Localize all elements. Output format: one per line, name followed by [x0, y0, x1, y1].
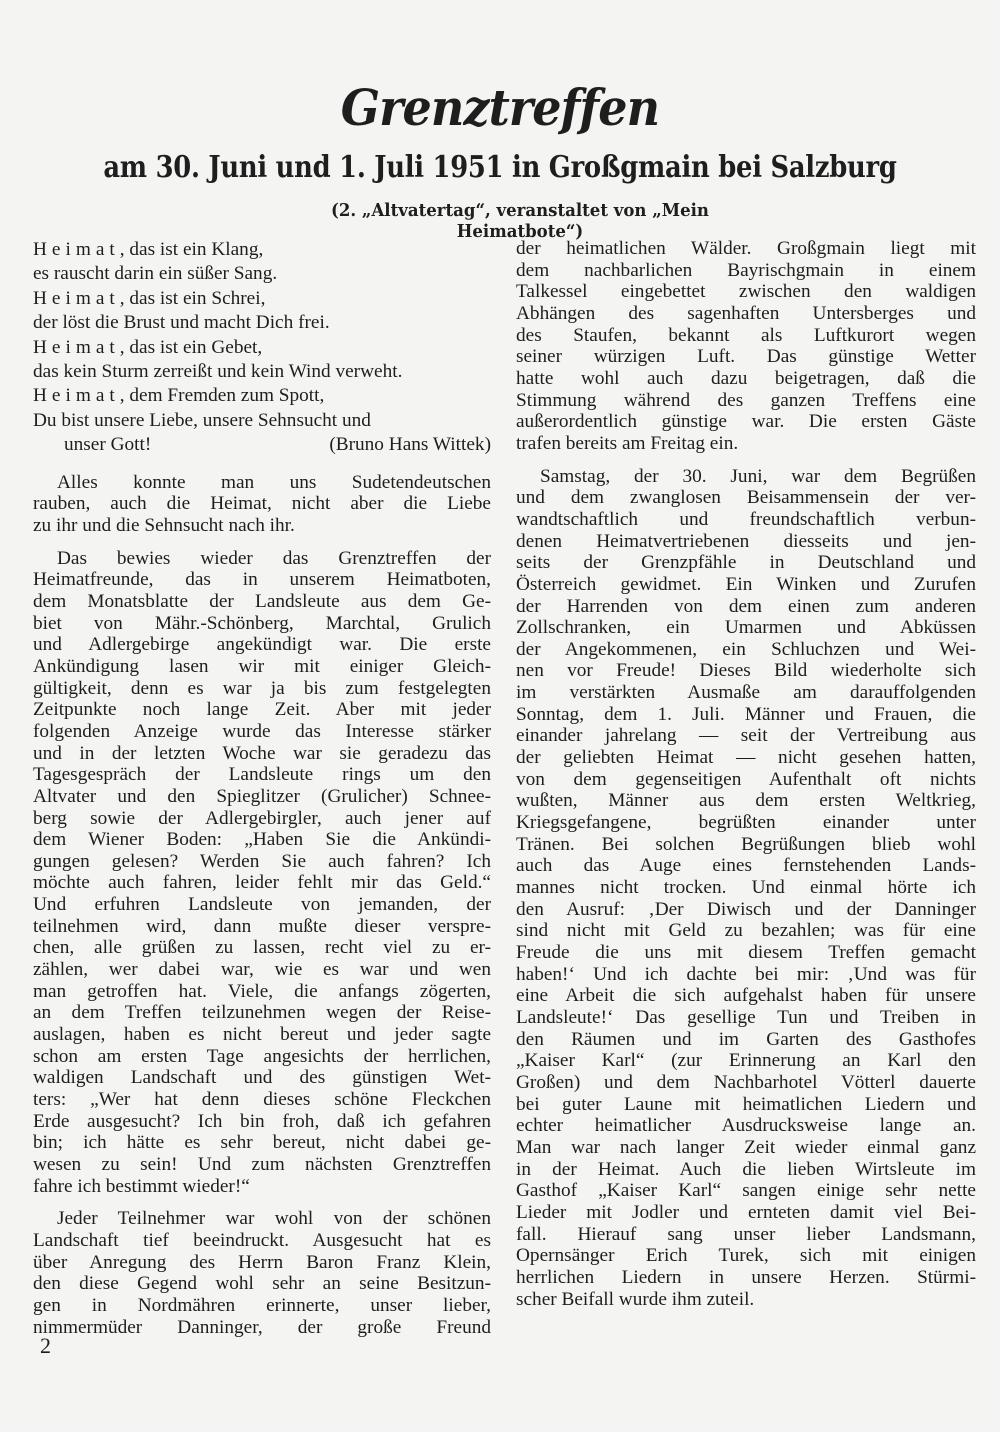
text-line: Alles konnte man uns Sudetendeutschen [57, 471, 491, 493]
text-line: dem Wiener Boden: „Haben Sie die Ankündi- [33, 829, 491, 851]
text-line: Großen) und dem Nachbarhotel Vötterl dauerte [516, 1071, 976, 1093]
text-line: von dem gegenseitigen Aufenthalt oft nichts [516, 768, 976, 790]
text-line: Sonntag, dem 1. Juli. Männer und Frauen, die [516, 703, 976, 725]
text-line: rauben, auch die Heimat, nicht aber die Liebe [33, 493, 491, 515]
text-line: Stimmung während des ganzen Treffens eine [516, 389, 976, 411]
text-line: Zollschranken, ein Umarmen und Abküssen [516, 617, 976, 639]
text-line: des Staufen, bekannt als Luftkurort wegen [516, 324, 976, 346]
text-line: herrlichen Liedern in unsere Herzen. Stürmi- [516, 1266, 976, 1288]
poem-line-text: unser Gott! [64, 434, 152, 456]
text-line: auch das Auge eines fernstehenden Lands- [516, 855, 976, 877]
text-line: Lieder mit Jodler und ernteten damit viel Bei- [516, 1201, 976, 1223]
text-line: bei guter Laune mit heimatlichen Liedern und [516, 1093, 976, 1115]
text-line: zählen, wer dabei war, wie es war und wen [33, 959, 491, 981]
text-line: gültigkeit, denn es war ja bis zum festgelegten [33, 677, 491, 699]
text-line: ters: „Wer hat denn dieses schöne Fleckchen [33, 1089, 491, 1111]
text-line: chen, alle grüßen zu lassen, recht viel zu er- [33, 937, 491, 959]
text-line: Landsleute!‘ Das gesellige Tun und Treiben in [516, 1006, 976, 1028]
poem [33, 238, 491, 458]
text-line: an dem Treffen teilzunehmen wegen der Reise- [33, 1002, 491, 1024]
text-line: in der Heimat. Auch die lieben Wirtsleute im [516, 1158, 976, 1180]
paragraph [516, 466, 976, 1311]
text-line: Jeder Teilnehmer war wohl von der schönen [57, 1208, 491, 1230]
poem-line-text: , das ist ein Klang, [119, 239, 264, 260]
text-line: teilnehmen wird, dann mußte dieser verspre- [33, 915, 491, 937]
poem-line [33, 433, 491, 457]
text-line: Österreich gewidmet. Ein Winken und Zurufen [516, 573, 976, 595]
text-line: Talkessel eingebettet zwischen den waldigen [516, 281, 976, 303]
text-line: seits der Grenzpfähle in Deutschland und [516, 552, 976, 574]
text-line: mannes nicht trocken. Und einmal hörte ich [516, 877, 976, 899]
article-subheading: (2. „Altvatertag“, veranstaltet von „Mein Heimatbote“) [331, 200, 709, 242]
text-line: sind nicht mit Geld zu bezahlen; was für eine [516, 920, 976, 942]
poem-line [33, 384, 491, 408]
text-line: und in der letzten Woche war sie geradezu das [33, 742, 491, 764]
poem-line [33, 336, 491, 360]
poem-emphasis-word: Heimat [33, 336, 120, 358]
text-line: Und erfuhren Landsleute von jemanden, der [33, 894, 491, 916]
poem-line [33, 311, 491, 335]
text-line: nimmermüder Danninger, der große Freund [33, 1316, 491, 1338]
text-line: waldigen Landschaft und des günstigen Wet- [33, 1067, 491, 1089]
poem-line-text: es rauscht darin ein süßer Sang. [33, 263, 278, 285]
text-line: der Harrenden von dem einen zum anderen [516, 595, 976, 617]
text-line: bin; ich hätte es sehr bereut, nicht dabei ge- [33, 1132, 491, 1154]
text-line: zu ihr und die Sehnsucht nach ihr. [33, 514, 295, 536]
paragraph [516, 238, 976, 455]
text-line: wußten, Männer aus dem ersten Weltkrieg, [516, 790, 976, 812]
text-line: „Kaiser Karl“ (zur Erinnerung an Karl den [516, 1050, 976, 1072]
text-line: Tränen. Bei solchen Begrüßungen blieb wohl [516, 833, 976, 855]
text-line: im verstärkten Ausmaße am darauffolgenden [516, 682, 976, 704]
text-line: den diese Gegend wohl sehr an seine Besitzun- [33, 1273, 491, 1295]
text-line: Man war nach langer Zeit wieder einmal ganz [516, 1136, 976, 1158]
text-line: denen Heimatvertriebenen diesseits und jen- [516, 530, 976, 552]
text-line: Zeitpunkte noch lange Zeit. Aber mit jeder [33, 699, 491, 721]
text-line: Tagesgespräch der Landsleute rings um den [33, 764, 491, 786]
text-line: berg sowie der Adlergebirgler, auch jener auf [33, 807, 491, 829]
article-title: Grenztreffen [340, 78, 660, 137]
poem-emphasis-word: Heimat [33, 239, 120, 260]
poem-line [33, 287, 491, 311]
text-line: auslagen, haben es nicht bereut und jeder sagte [33, 1024, 491, 1046]
text-line: fahre ich bestimmt wieder!“ [33, 1175, 250, 1197]
poem-line-text: Du bist unsere Liebe, unsere Sehnsucht und [33, 409, 371, 431]
text-line: dem Monatsblatte der Landsleute aus dem Ge- [33, 590, 491, 612]
text-line: wesen zu sein! Und zum nächsten Grenztreffen [33, 1154, 491, 1175]
text-line: man getroffen hat. Viele, die anfangs zögerten, [33, 980, 491, 1002]
text-line: der geliebten Heimat — nicht gesehen hatten, [516, 747, 976, 769]
poem-line-text: der löst die Brust und macht Dich frei. [33, 312, 330, 334]
text-line: möchte auch fahren, leider fehlt mir das Geld.“ [33, 872, 491, 894]
text-line: den Ausruf: ‚Der Diwisch und der Danninger [516, 898, 976, 920]
text-line: fall. Hierauf sang unser lieber Landsmann, [516, 1223, 976, 1245]
text-line: trafen bereits am Freitag ein. [516, 432, 739, 454]
poem-line [33, 262, 491, 286]
text-line: Freude die uns mit diesem Treffen gemacht [516, 942, 976, 963]
article-subtitle: am 30. Juni und 1. Juli 1951 in Großgmain bei Salzburg [103, 150, 897, 185]
poem-emphasis-word: Heimat [33, 287, 120, 309]
left-column [33, 238, 491, 1338]
text-line: der heimatlichen Wälder. Großgmain liegt mit [516, 238, 976, 259]
text-line: nen vor Freude! Dieses Bild wiederholte sich [516, 660, 976, 682]
poem-line-text: , das ist ein Gebet, [119, 336, 263, 358]
poem-author: (Bruno Hans Wittek) [329, 434, 491, 456]
text-line: Erde ausgesucht? Ich bin froh, daß ich gefahren [33, 1110, 491, 1132]
text-line: biet von Mähr.-Schönberg, Marchtal, Grulich [33, 612, 491, 634]
page-number: 2 [40, 1333, 51, 1358]
poem-line [33, 409, 491, 433]
text-line: Ankündigung lasen wir mit einiger Gleich- [33, 655, 491, 677]
text-line: einander jahrelang — seit der Vertreibung aus [516, 725, 976, 747]
text-line: Altvater und den Spieglitzer (Grulicher) Schnee- [33, 785, 491, 807]
poem-emphasis-word: Heimat [33, 385, 120, 407]
text-line: echter heimatlicher Ausdrucksweise lange an. [516, 1115, 976, 1137]
text-line: schon am ersten Tage angesichts der herrlichen, [33, 1045, 491, 1067]
text-line: Heimatfreunde, das in unserem Heimatboten, [33, 569, 491, 591]
text-line: folgenden Anzeige wurde das Interesse stärker [33, 720, 491, 742]
text-line: und dem zwanglosen Beisammensein der ver- [516, 487, 976, 509]
poem-line [33, 360, 491, 384]
text-line: außerordentlich günstige war. Die ersten Gäste [516, 411, 976, 433]
text-line: hatte wohl auch dazu beigetragen, daß die [516, 367, 976, 389]
text-line: Kriegsgefangene, begrüßten einander unter [516, 812, 976, 834]
text-line: eine Arbeit die sich aufgehalst haben für unsere [516, 985, 976, 1007]
text-line: Landschaft tief beeindruckt. Ausgesucht hat es [33, 1229, 491, 1251]
text-line: Abhängen des sagenhaften Untersberges und [516, 302, 976, 324]
text-line: gen in Nordmähren erinnerte, unser lieber, [33, 1294, 491, 1316]
right-column [516, 238, 976, 1310]
paragraph [33, 548, 491, 1198]
poem-line-text: das kein Sturm zerreißt und kein Wind verweht. [33, 361, 403, 383]
paragraph [33, 472, 491, 537]
poem-line-text: , dem Fremden zum Spott, [119, 385, 325, 407]
text-line: den Räumen und im Garten des Gasthofes [516, 1028, 976, 1050]
text-line: über Anregung des Herrn Baron Franz Klein, [33, 1251, 491, 1273]
text-line: Gasthof „Kaiser Karl“ sangen einige sehr nette [516, 1180, 976, 1202]
text-line: Das bewies wieder das Grenztreffen der [57, 547, 491, 569]
text-line: haben!‘ Und ich dachte bei mir: ‚Und was für [516, 963, 976, 985]
text-line: seiner würzigen Luft. Das günstige Wetter [516, 346, 976, 368]
paragraph [33, 1208, 491, 1338]
text-line: gungen gelesen? Werden Sie auch fahren? Ich [33, 850, 491, 872]
poem-line-text: , das ist ein Schrei, [119, 287, 266, 309]
text-line: und Adlergebirge angekündigt war. Die erste [33, 634, 491, 656]
text-line: scher Beifall wurde ihm zuteil. [516, 1288, 755, 1310]
text-line: der Angekommenen, ein Schluchzen und Wei- [516, 638, 976, 660]
text-line: wandtschaftlich und freundschaftlich verbun- [516, 508, 976, 530]
text-line: Samstag, der 30. Juni, war dem Begrüßen [540, 465, 976, 487]
text-line: dem nachbarlichen Bayrischgmain in einem [516, 259, 976, 281]
poem-line [33, 238, 491, 262]
text-line: Opernsänger Erich Turek, sich mit einigen [516, 1245, 976, 1267]
